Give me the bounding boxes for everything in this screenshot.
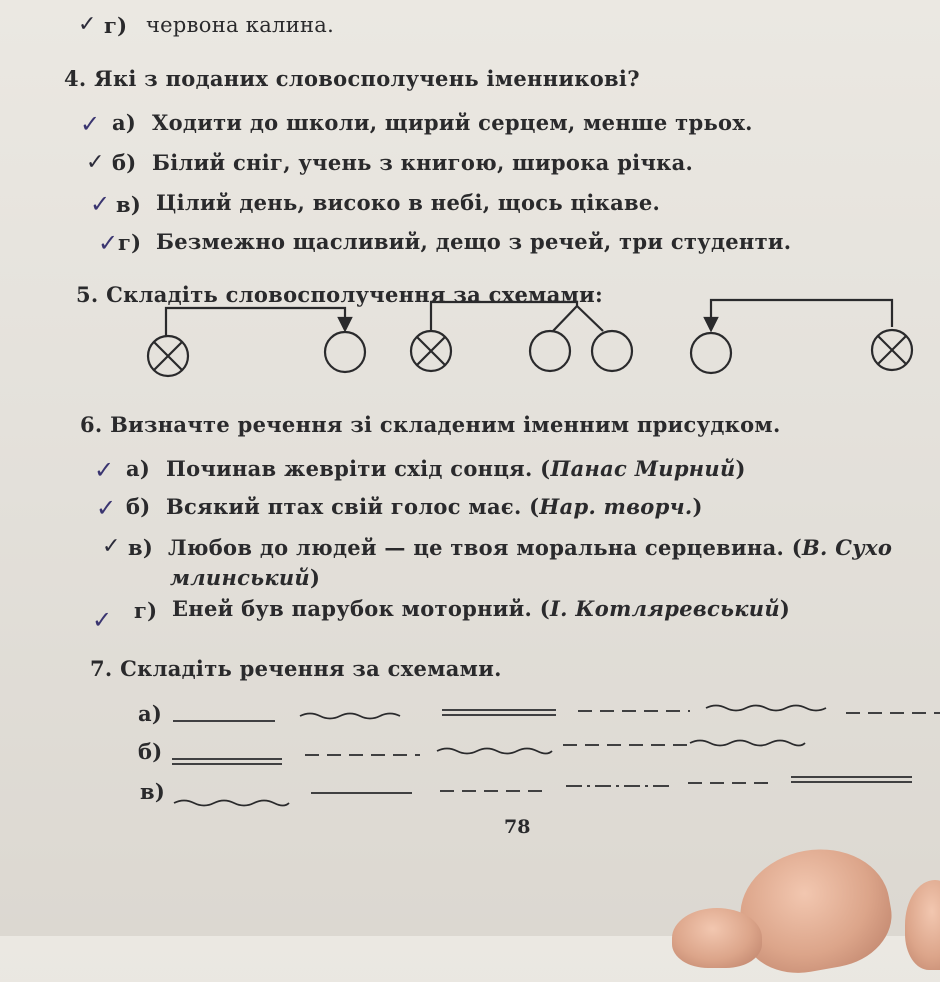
dependent-word-circle	[592, 331, 632, 371]
checkmark-icon: ✓	[92, 606, 113, 634]
arrow-icon	[705, 318, 717, 330]
finger-photo-detail	[672, 908, 762, 968]
q4-option-a-label: а)	[112, 110, 137, 135]
scheme-1	[148, 308, 365, 376]
q6-option-c-source-continuation: млинський)	[170, 565, 321, 590]
checkmark-icon: ✓	[94, 456, 115, 484]
question-6-title: 6. Визначте речення зі складеним іменним присудком.	[80, 412, 781, 437]
dependent-word-circle	[325, 332, 365, 372]
q6-option-b-text: Всякий птах свій голос має. (Нар. творч.)	[166, 494, 703, 519]
q4-option-d-label: г)	[118, 230, 142, 255]
top-option-label: г)	[104, 13, 128, 38]
q6-option-b-label: б)	[126, 494, 151, 519]
question-7-title: 7. Складіть речення за схемами.	[90, 656, 502, 681]
arrow-icon	[339, 318, 351, 330]
q4-option-d-text: Безмежно щасливий, дещо з речей, три студенти.	[156, 229, 792, 254]
dependent-word-circle	[691, 333, 731, 373]
checkmark-icon: ✓	[98, 229, 119, 257]
page-number: 78	[504, 816, 531, 838]
q4-option-b-text: Білий сніг, учень з книгою, широка річка.	[152, 150, 694, 175]
q4-option-c-text: Цілий день, високо в небі, щось цікаве.	[156, 190, 661, 215]
checkmark-icon: ✓	[78, 12, 97, 37]
q4-option-b-label: б)	[112, 150, 137, 175]
q6-option-a-text: Починав жевріти схід сонця. (Панас Мирний)	[166, 456, 746, 481]
q4-option-c-label: в)	[116, 192, 142, 217]
question-4-title: 4. Які з поданих словосполучень іменникові?	[64, 66, 640, 91]
checkmark-icon: ✓	[90, 190, 111, 218]
checkmark-icon: ✓	[80, 110, 101, 138]
q7-row-b-label: б)	[138, 739, 163, 764]
sentence-schemes	[172, 706, 940, 806]
checkmark-icon: ✓	[96, 494, 117, 522]
top-option-text: червона калина.	[146, 13, 335, 37]
scheme-2	[411, 302, 632, 371]
question-5-title: 5. Складіть словосполучення за схемами:	[76, 282, 604, 307]
q7-row-c-label: в)	[140, 779, 166, 804]
q6-option-c-label: в)	[128, 535, 154, 560]
checkmark-icon: ✓	[102, 534, 121, 559]
q6-option-d-label: г)	[134, 598, 158, 623]
q6-option-c-text: Любов до людей — це твоя моральна серцевина. (В. Сухо	[168, 535, 893, 560]
q6-option-a-label: а)	[126, 456, 151, 481]
q6-option-d-text: Еней був парубок моторний. (І. Котляревський)	[172, 596, 791, 621]
q4-option-a-text: Ходити до школи, щирий серцем, менше трьох.	[152, 110, 753, 135]
scheme-3	[691, 300, 912, 373]
q7-row-a-label: а)	[138, 701, 163, 726]
dependent-word-circle	[530, 331, 570, 371]
checkmark-icon: ✓	[86, 150, 105, 175]
